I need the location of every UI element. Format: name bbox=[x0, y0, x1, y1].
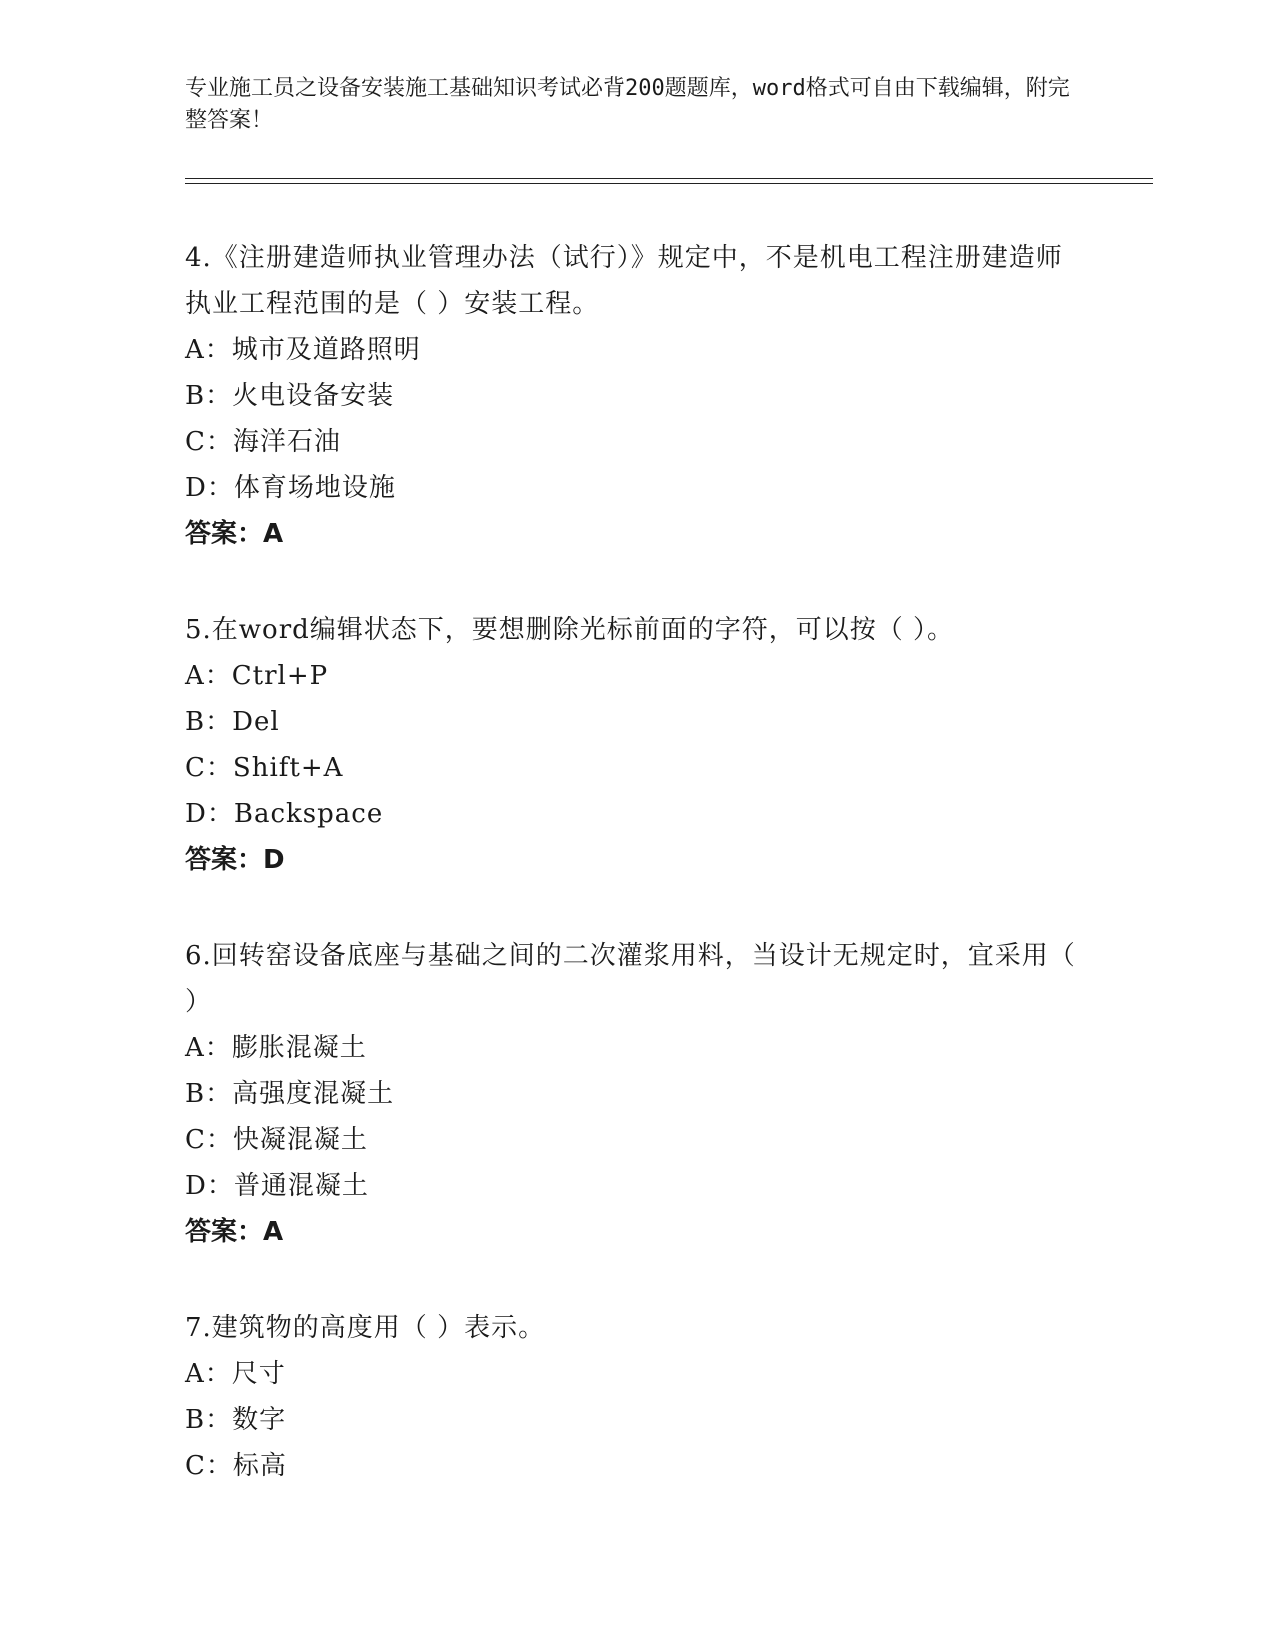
document-header bbox=[185, 73, 1085, 137]
question-5 bbox=[185, 607, 1085, 883]
question-6 bbox=[185, 933, 1085, 1255]
header-divider-bottom bbox=[185, 183, 1153, 184]
option-d: D：Backspace bbox=[185, 799, 384, 829]
option-a: A：Ctrl+P bbox=[185, 661, 329, 691]
question-text: 5.在word编辑状态下，要想删除光标前面的字符，可以按（ ）。 bbox=[185, 615, 955, 645]
question-7 bbox=[185, 1305, 1085, 1489]
question-text: 4.《注册建造师执业管理办法（试行）》规定中，不是机电工程注册建造师执业工程范围的是（ ）安装工程。 bbox=[185, 243, 1063, 319]
option-b: B：Del bbox=[185, 707, 280, 737]
option-c: C：快凝混凝土 bbox=[185, 1125, 368, 1155]
header-divider-top bbox=[185, 178, 1153, 179]
option-d: D：体育场地设施 bbox=[185, 473, 396, 503]
question-list bbox=[185, 235, 1085, 1539]
option-d: D：普通混凝土 bbox=[185, 1171, 369, 1201]
option-b: B：高强度混凝土 bbox=[185, 1079, 395, 1109]
option-a: A：城市及道路照明 bbox=[185, 335, 421, 365]
option-b: B：数字 bbox=[185, 1405, 287, 1435]
question-4 bbox=[185, 235, 1085, 557]
question-text: 7.建筑物的高度用（ ）表示。 bbox=[185, 1313, 546, 1343]
answer-line: 答案：A bbox=[185, 1217, 284, 1247]
option-c: C：海洋石油 bbox=[185, 427, 341, 457]
answer-line: 答案：D bbox=[185, 845, 285, 875]
option-c: C：标高 bbox=[185, 1451, 287, 1481]
option-a: A：尺寸 bbox=[185, 1359, 286, 1389]
option-c: C：Shift+A bbox=[185, 753, 344, 783]
option-a: A：膨胀混凝土 bbox=[185, 1033, 367, 1063]
header-title: 专业施工员之设备安装施工基础知识考试必背200题题库，word格式可自由下载编辑，附完整答案！ bbox=[185, 76, 1070, 133]
answer-line: 答案：A bbox=[185, 519, 284, 549]
question-text: 6.回转窑设备底座与基础之间的二次灌浆用料，当设计无规定时，宜采用（ ） bbox=[185, 941, 1076, 1017]
option-b: B：火电设备安装 bbox=[185, 381, 395, 411]
